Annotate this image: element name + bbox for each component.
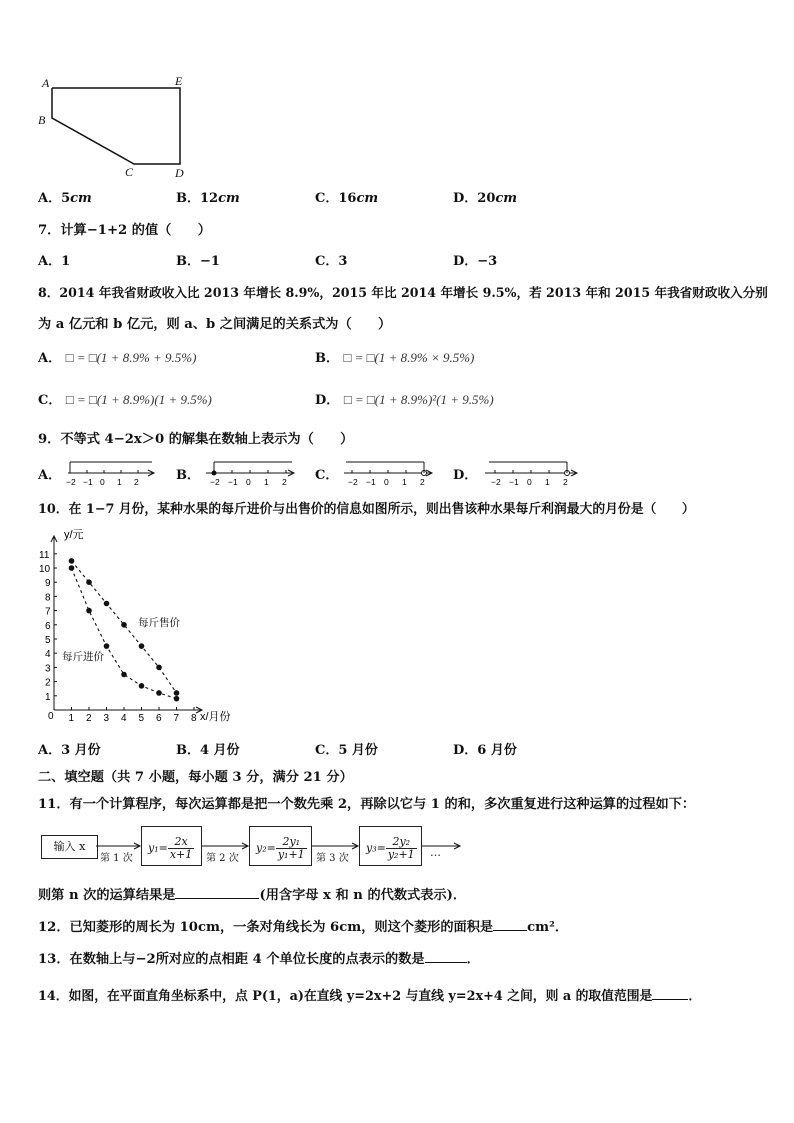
sell-point — [121, 622, 127, 628]
y-tick-label: 6 — [45, 620, 51, 632]
q9-option-d[interactable]: D． — [453, 468, 478, 483]
x-tick-label: 7 — [173, 713, 180, 724]
q10-option-b[interactable]: B．4 月份 — [176, 743, 240, 758]
number-line-tick-label: 0 — [246, 477, 251, 487]
number-line-tick-label: 0 — [384, 477, 389, 487]
number-line-tick-label: 2 — [282, 477, 287, 487]
series-label-buy: 每斤进价 — [62, 651, 104, 663]
chart-origin: 0 — [48, 711, 54, 722]
chart-xlabel: x/月份 — [200, 711, 231, 723]
series-line-buy — [72, 568, 177, 699]
flow-ellipsis: … — [430, 846, 441, 859]
x-tick-label: 4 — [121, 713, 127, 724]
number-line-tick-label: −1 — [228, 477, 238, 487]
q7-option-c[interactable]: C．3 — [315, 254, 348, 269]
series-label-sell: 每斤售价 — [138, 617, 180, 629]
q10-option-a[interactable]: A．3 月份 — [38, 743, 101, 758]
y-tick-label: 7 — [45, 606, 51, 618]
q12-line: 12．已知菱形的周长为 10cm，一条对角线长为 6cm，则这个菱形的面积是 cm²． — [38, 920, 569, 935]
number-line-tick-label: 2 — [420, 477, 425, 487]
number-line-tick-label: −2 — [348, 477, 358, 487]
y-tick-label: 3 — [45, 663, 51, 675]
buy-point — [104, 643, 110, 649]
step-label-2: 第 2 次 — [206, 853, 239, 864]
q8-stem-line1: 8．2014 年我省财政收入比 2013 年增长 8.9%，2015 年比 2014 年增长 9.5%，若 2013 年和 2015 年我省财政收入分别 — [38, 285, 768, 300]
number-line-tick-label: 1 — [264, 477, 269, 487]
number-line-tick-label: 0 — [100, 477, 105, 487]
vertex-label-c: C — [125, 165, 134, 179]
sell-point — [156, 665, 162, 671]
q7-option-d[interactable]: D．−3 — [453, 254, 498, 269]
chart-axes — [39, 536, 202, 724]
number-line-tick-label: −1 — [83, 477, 93, 487]
q11-stem: 11．有一个计算程序，每次运算都是把一个数先乘 2，再除以它与 1 的和，多次重复进行这种运算的过程如下： — [38, 797, 696, 812]
q9-stem: 9．不等式 4−2x＞0 的解集在数轴上表示为（ ） — [38, 432, 354, 447]
number-line-a — [64, 456, 162, 490]
number-line-tick-label: 1 — [117, 477, 122, 487]
x-tick-label: 2 — [86, 713, 92, 724]
q6-option-b[interactable]: B．12cm — [176, 191, 240, 206]
number-line-tick-label: 2 — [134, 477, 139, 487]
buy-point — [156, 690, 162, 696]
number-line-tick-label: 1 — [545, 477, 550, 487]
number-line-tick-label: 0 — [527, 477, 532, 487]
number-line-d — [481, 456, 583, 490]
q14-answer-blank[interactable] — [652, 987, 688, 1000]
number-line-tick-label: −2 — [491, 477, 501, 487]
number-line-c — [340, 456, 438, 490]
sell-point — [139, 643, 145, 649]
number-line-tick-label: −2 — [210, 477, 220, 487]
x-tick-label: 8 — [191, 713, 197, 724]
chart-series — [69, 558, 180, 701]
q7-stem: 7．计算−1+2 的值（ ） — [38, 223, 211, 238]
q8-option-b[interactable]: B． □ = □(1 + 8.9% × 9.5%) — [315, 350, 475, 366]
section-heading: 二、填空题（共 7 小题，每小题 3 分，满分 21 分） — [38, 770, 353, 785]
q8-option-a[interactable]: A． □ = □(1 + 8.9% + 9.5%) — [38, 350, 197, 366]
q9-option-b[interactable]: B． — [176, 468, 200, 483]
sell-point — [104, 601, 110, 607]
chart-ylabel: y/元 — [64, 529, 84, 541]
q12-answer-blank[interactable] — [493, 918, 527, 931]
pentagon-outline — [52, 88, 180, 164]
q10-option-c[interactable]: C．5 月份 — [315, 743, 378, 758]
q6-option-a[interactable]: A．5cm — [38, 191, 92, 206]
q14-line: 14．如图，在平面直角坐标系中，点 P(1，a)在直线 y=2x+2 与直线 y=2x+4 之间，则 a 的取值范围是 ． — [38, 989, 702, 1004]
input-x-box: 输入 x — [41, 835, 98, 859]
y-tick-label: 11 — [39, 549, 50, 561]
step-label-3: 第 3 次 — [316, 853, 349, 864]
sell-point — [69, 558, 75, 564]
q13-answer-blank[interactable] — [425, 950, 467, 963]
number-line-tick-label: 2 — [563, 477, 568, 487]
vertex-label-a: A — [42, 76, 50, 90]
vertex-label-b: B — [38, 113, 46, 127]
price-chart — [30, 522, 250, 730]
q11-answer-line: 则第 n 次的运算结果是 (用含字母 x 和 n 的代数式表示)． — [38, 888, 467, 903]
y-tick-label: 2 — [45, 677, 51, 689]
q6-option-d[interactable]: D．20cm — [453, 191, 518, 206]
sell-point — [174, 690, 180, 696]
compute-box-1: y₁= $\frac{2x}{x+1}$ — [141, 826, 202, 866]
q8-option-d[interactable]: D． □ = □(1 + 8.9%)²(1 + 9.5%) — [315, 392, 494, 408]
number-line-tick-label: −1 — [509, 477, 519, 487]
compute-box-3: y₃= $\frac{\text{2y₂}}{\text{y₂+1}}$ — [359, 826, 422, 866]
q8-stem-line2: 为 a 亿元和 b 亿元，则 a、b 之间满足的关系式为（ ） — [38, 317, 392, 332]
x-tick-label: 1 — [68, 713, 75, 724]
q6-option-c[interactable]: C．16cm — [315, 191, 379, 206]
step-label-1: 第 1 次 — [100, 853, 133, 864]
y-tick-label: 9 — [45, 578, 51, 590]
y-tick-label: 10 — [39, 564, 51, 575]
q10-option-d[interactable]: D．6 月份 — [453, 743, 517, 758]
x-tick-label: 3 — [103, 713, 110, 724]
buy-point — [86, 608, 92, 614]
buy-point — [139, 683, 145, 689]
y-tick-label: 4 — [45, 649, 51, 661]
x-tick-label: 6 — [156, 713, 162, 724]
number-line-tick-label: 1 — [402, 477, 407, 487]
q13-line: 13．在数轴上与−2所对应的点相距 4 个单位长度的点表示的数是 ． — [38, 952, 480, 967]
number-line-tick-label: −2 — [66, 477, 76, 487]
q11-answer-blank[interactable] — [175, 886, 259, 899]
x-tick-label: 5 — [138, 713, 145, 724]
number-line-tick-label: −1 — [366, 477, 376, 487]
number-line-b — [202, 456, 300, 490]
buy-point — [69, 565, 75, 571]
y-tick-label: 1 — [45, 691, 51, 703]
q8-option-c[interactable]: C． □ = □(1 + 8.9%)(1 + 9.5%) — [38, 392, 212, 408]
compute-box-2: y₂= $\frac{\text{2y₁}}{\text{y₁+1}}$ — [249, 826, 312, 866]
y-tick-label: 8 — [45, 592, 51, 604]
vertex-label-d: D — [175, 166, 184, 180]
buy-point — [174, 696, 180, 702]
y-tick-label: 5 — [45, 635, 51, 646]
q9-option-c[interactable]: C． — [315, 468, 339, 483]
sell-point — [86, 579, 92, 585]
buy-point — [121, 672, 127, 678]
vertex-label-e: E — [175, 74, 183, 88]
q7-option-b[interactable]: B．−1 — [176, 254, 220, 269]
q10-stem: 10．在 1−7 月份，某种水果的每斤进价与出售价的信息如图所示，则出售该种水果每斤利润最大的月份是（ ） — [38, 502, 695, 517]
q9-option-a[interactable]: A． — [38, 468, 62, 483]
q7-option-a[interactable]: A．1 — [38, 254, 71, 269]
